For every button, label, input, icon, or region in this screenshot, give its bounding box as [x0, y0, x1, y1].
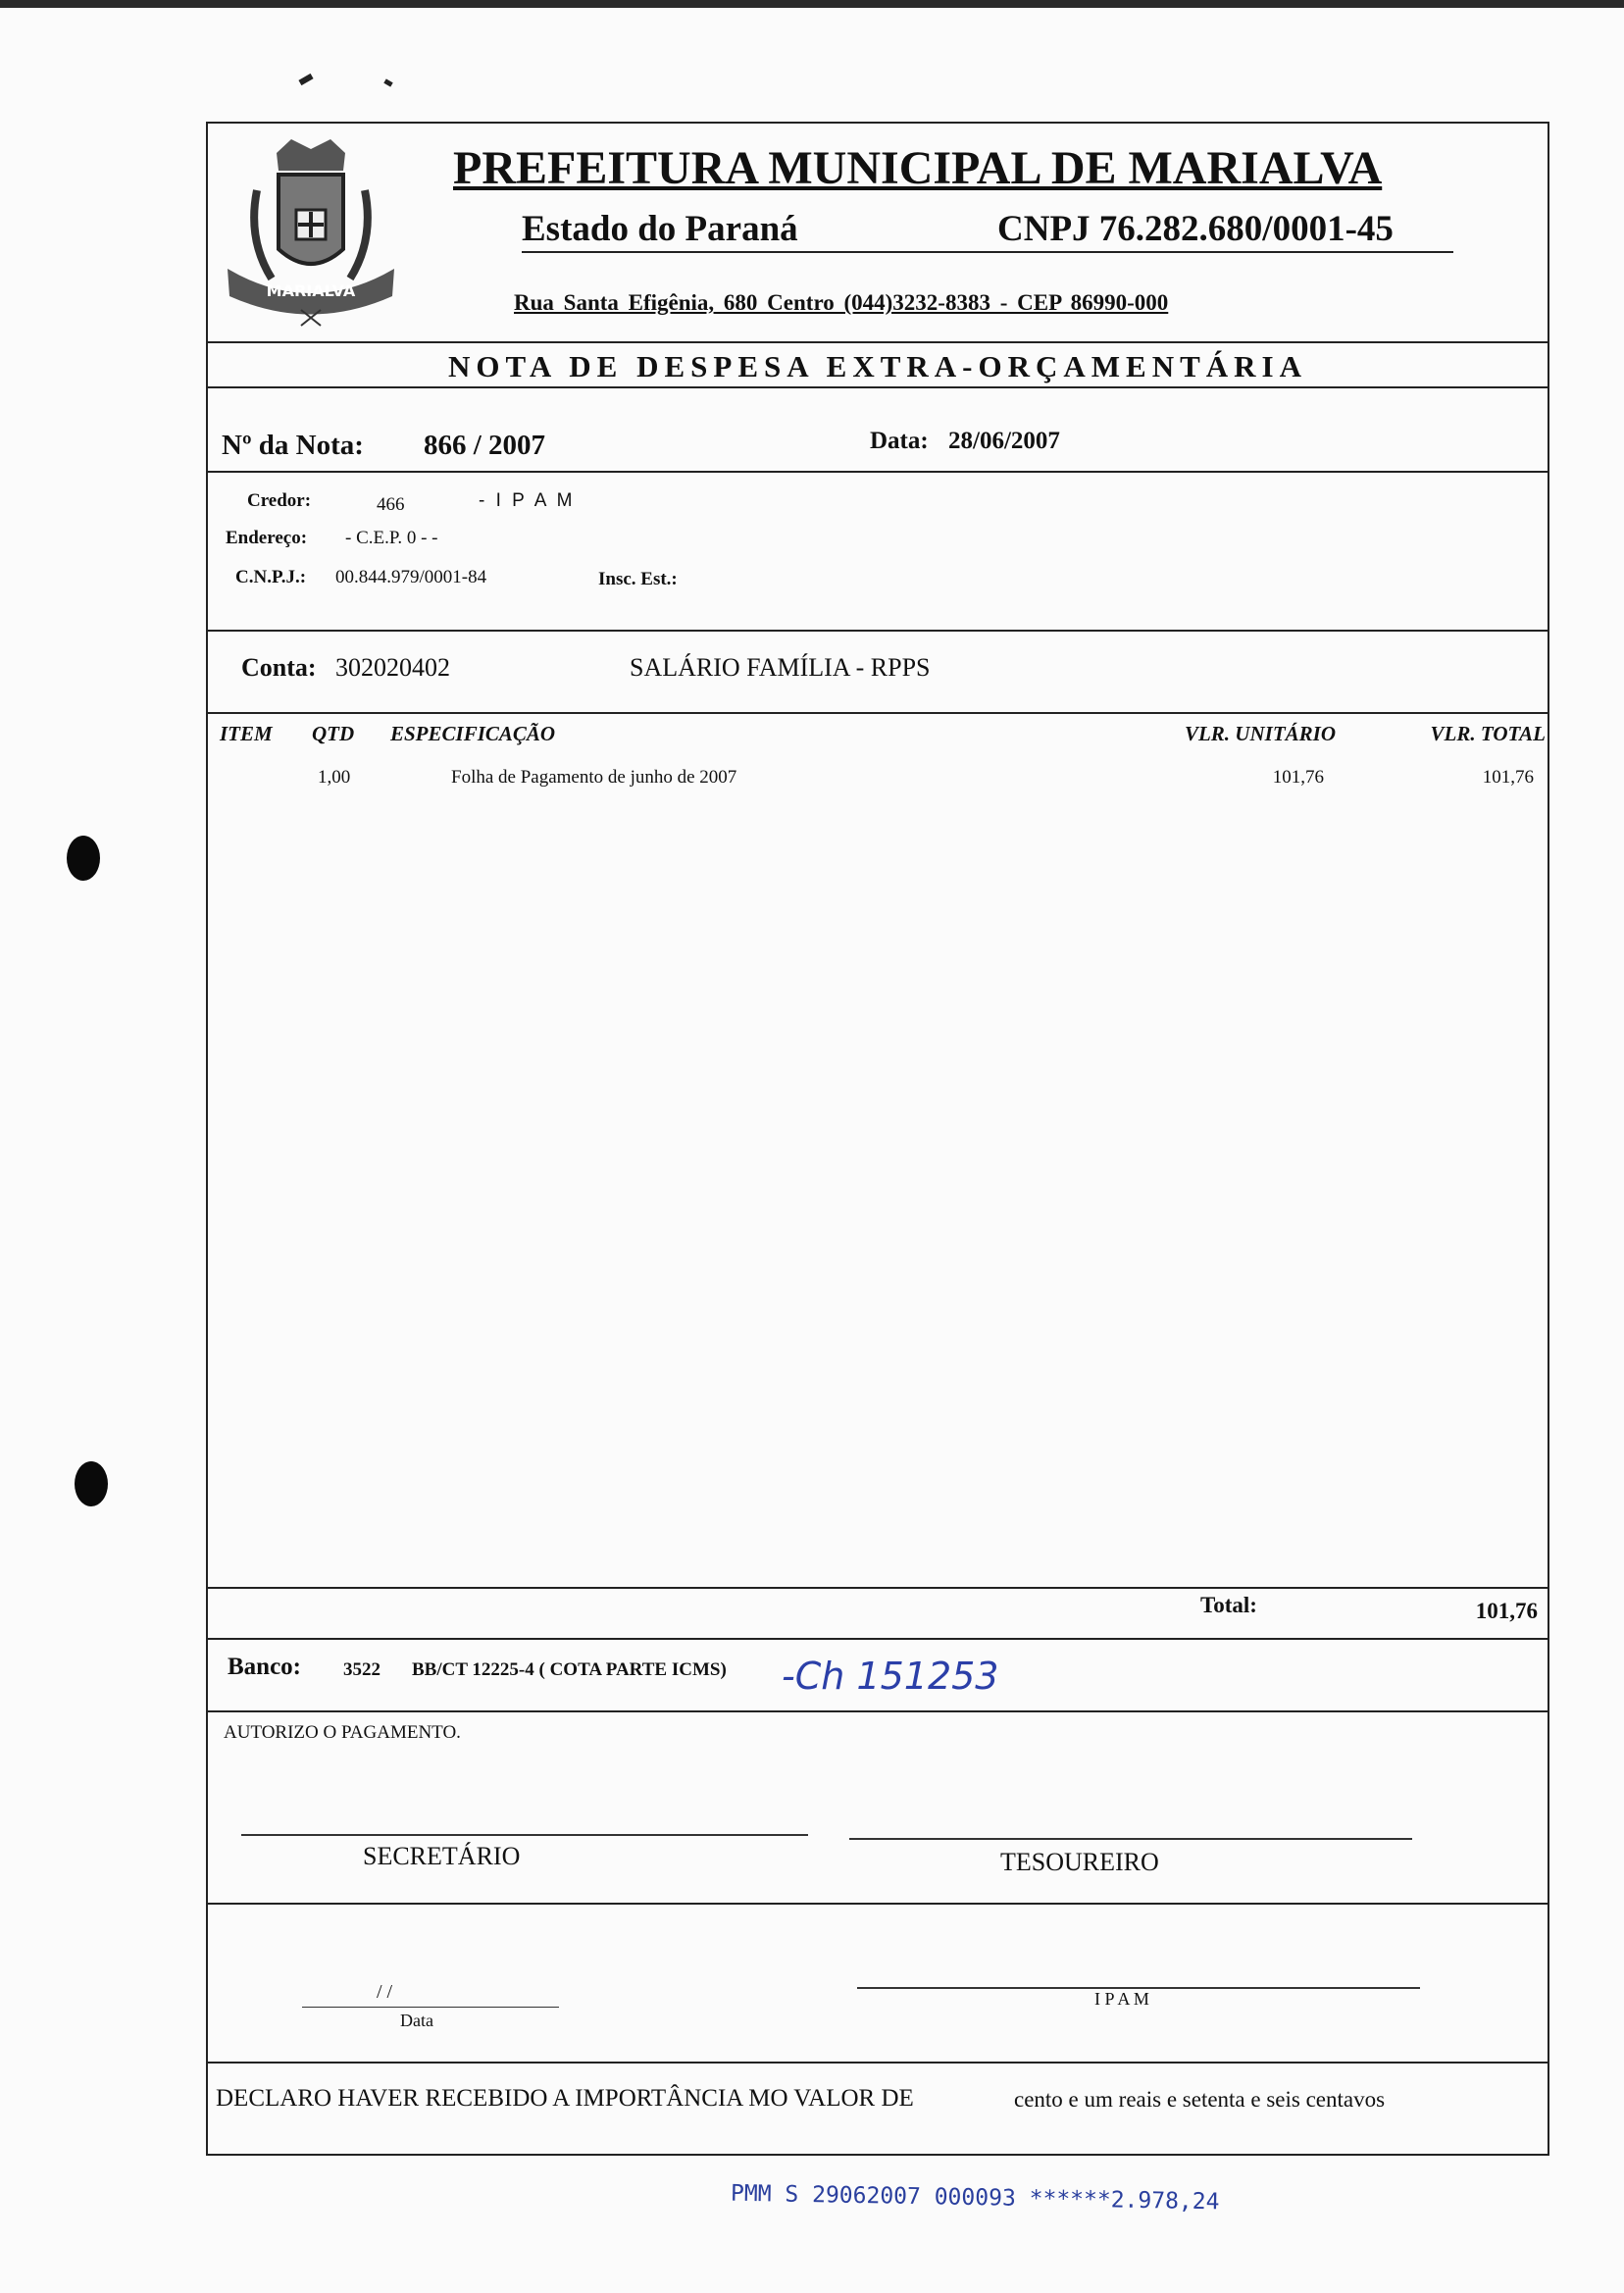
handwritten-check-number — [782, 1652, 1046, 1701]
divider — [208, 1903, 1548, 1905]
note-date: 28/06/2007 — [948, 428, 1060, 454]
state-name: Estado do Paraná — [522, 209, 798, 249]
expense-note-form — [206, 122, 1549, 2156]
scan-mark — [383, 78, 392, 86]
municipality-address: Rua Santa Efigênia, 680 Centro (044)3232-8383 - CEP 86990-000 — [514, 290, 1169, 315]
treasurer-signature-line — [849, 1838, 1412, 1840]
creditor-cnpj: 00.844.979/0001-84 — [335, 567, 487, 587]
divider — [208, 1638, 1548, 1640]
scan-mark — [298, 74, 313, 85]
bank-description: BB/CT 12225-4 ( COTA PARTE ICMS) — [412, 1659, 727, 1680]
treasurer-label: TESOUREIRO — [1000, 1848, 1159, 1876]
row-spec: Folha de Pagamento de junho de 2007 — [451, 767, 737, 788]
secretary-label: SECRETÁRIO — [363, 1842, 521, 1870]
endereco-label: Endereço: — [226, 528, 308, 548]
document-title: NOTA DE DESPESA EXTRA-ORÇAMENTÁRIA — [447, 349, 1308, 383]
secretary-signature-line — [241, 1834, 808, 1836]
punch-hole — [67, 836, 100, 881]
account-code: 302020402 — [335, 653, 450, 682]
endereco-value: - C.E.P. 0 - - — [345, 528, 438, 548]
row-qtd: 1,00 — [318, 767, 351, 788]
divider — [208, 2062, 1548, 2064]
receipt-declaration: DECLARO HAVER RECEBIDO A IMPORTÂNCIA MO VALOR DE — [216, 2085, 914, 2112]
col-header-qtd: QTD — [312, 722, 355, 745]
receipt-date-slashes: / / — [377, 1981, 393, 2003]
receipt-date-line — [302, 2007, 559, 2008]
note-number-label: Nº da Nota: — [222, 430, 364, 461]
authorization-text: AUTORIZO O PAGAMENTO. — [224, 1722, 461, 1743]
svg-text:MARIALVA: MARIALVA — [266, 281, 356, 300]
svg-text:-Ch 151253: -Ch 151253 — [782, 1655, 999, 1698]
punch-hole — [75, 1461, 108, 1506]
divider — [208, 386, 1548, 388]
col-header-spec: ESPECIFICAÇÃO — [390, 722, 556, 745]
credor-code: 466 — [377, 494, 405, 515]
header-underline — [522, 251, 1453, 253]
note-date-label: Data: — [870, 428, 929, 454]
credor-name: - I P A M — [479, 490, 576, 511]
col-header-item: ITEM — [220, 722, 273, 745]
municipal-coat-of-arms — [218, 131, 404, 328]
receipt-date-label: Data — [400, 2011, 433, 2030]
credor-label: Credor: — [247, 490, 312, 511]
note-number: 866 / 2007 — [424, 430, 546, 461]
row-total-value: 101,76 — [1482, 767, 1534, 788]
divider — [208, 1587, 1548, 1589]
account-description: SALÁRIO FAMÍLIA - RPPS — [630, 653, 931, 682]
row-unit-value: 101,76 — [1272, 767, 1324, 788]
municipality-title: PREFEITURA MUNICIPAL DE MARIALVA — [453, 142, 1383, 194]
total-value: 101,76 — [1475, 1599, 1538, 1623]
divider — [208, 341, 1548, 343]
divider — [208, 471, 1548, 473]
total-label: Total: — [1200, 1593, 1257, 1617]
amount-in-words: cento e um reais e setenta e seis centavos — [1014, 2087, 1386, 2112]
insc-est-label: Insc. Est.: — [598, 569, 678, 589]
account-label: Conta: — [241, 653, 317, 682]
divider — [208, 1710, 1548, 1712]
bank-label: Banco: — [228, 1654, 301, 1680]
municipality-cnpj: CNPJ 76.282.680/0001-45 — [997, 209, 1394, 249]
scan-top-border — [0, 0, 1624, 8]
col-header-unit: VLR. UNITÁRIO — [1184, 722, 1336, 745]
col-header-total: VLR. TOTAL — [1430, 722, 1546, 745]
divider — [208, 712, 1548, 714]
bank-code: 3522 — [343, 1659, 381, 1680]
divider — [208, 630, 1548, 632]
payment-stamp: PMM S 29062007 000093 ******2.978,24 — [730, 2180, 1220, 2216]
recipient-name: I P A M — [1094, 1989, 1149, 2009]
cnpj-label: C.N.P.J.: — [235, 567, 307, 587]
